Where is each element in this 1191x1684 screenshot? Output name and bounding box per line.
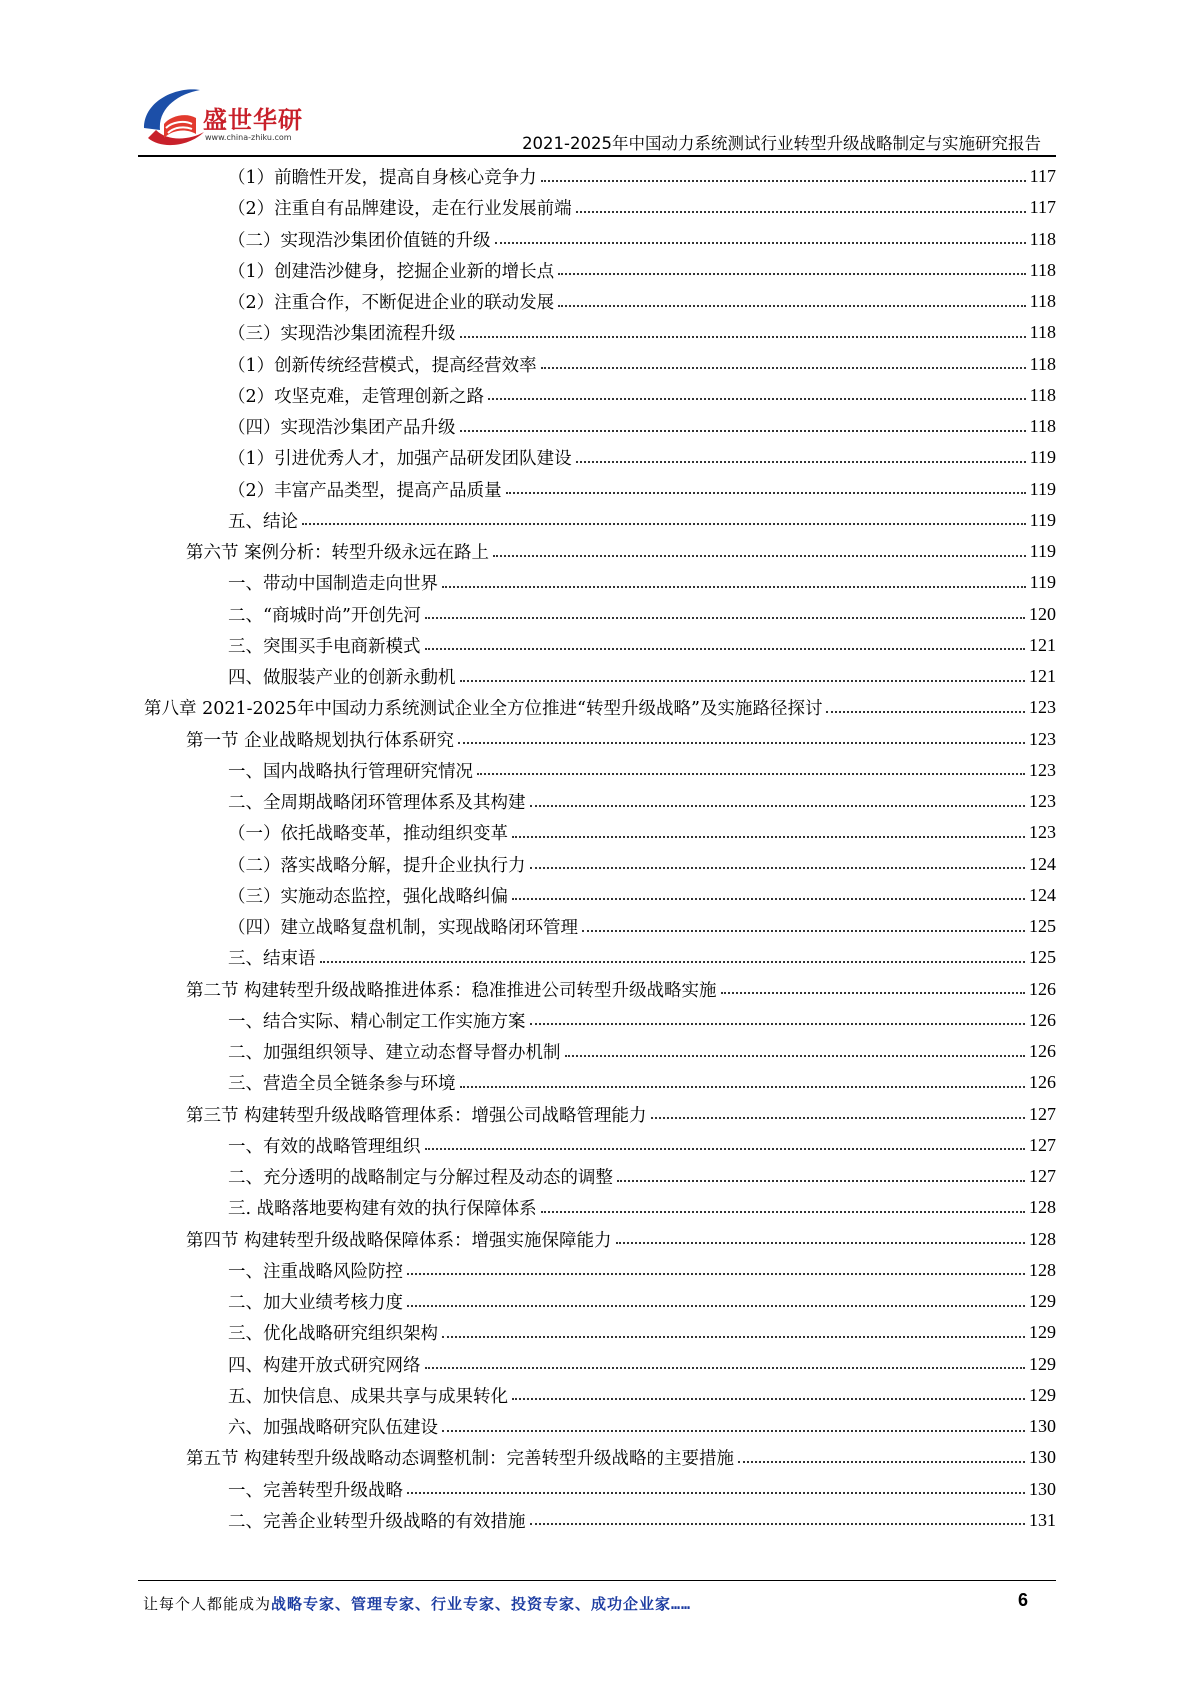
toc-entry-page: 123: [1029, 728, 1056, 749]
toc-entry-page: 120: [1029, 603, 1056, 624]
toc-entry-page: 127: [1029, 1103, 1056, 1124]
toc-entry-page: 127: [1029, 1166, 1056, 1187]
toc-entry-label: 二、完善企业转型升级战略的有效措施: [228, 1511, 526, 1532]
toc-entry[interactable]: [144, 817, 1056, 848]
toc-dot-leader: [582, 930, 1025, 932]
toc-entry-label: 三、营造全员全链条参与环境: [228, 1074, 456, 1095]
toc-entry-label: 第五节 构建转型升级战略动态调整机制：完善转型升级战略的主要措施: [186, 1449, 735, 1470]
table-of-contents: [144, 161, 1056, 1536]
toc-entry-label: （2）注重自有品牌建设，走在行业发展前端: [228, 199, 572, 220]
toc-entry[interactable]: [144, 536, 1056, 567]
toc-entry[interactable]: [144, 1036, 1056, 1067]
toc-entry[interactable]: [144, 599, 1056, 630]
toc-entry-page: 117: [1029, 166, 1056, 187]
toc-entry[interactable]: [144, 911, 1056, 942]
toc-dot-leader: [617, 1180, 1025, 1182]
toc-entry[interactable]: [144, 1192, 1056, 1223]
toc-entry-page: 130: [1029, 1447, 1056, 1468]
toc-entry-page: 125: [1029, 916, 1056, 937]
toc-entry[interactable]: [144, 755, 1056, 786]
toc-entry-page: 129: [1029, 1322, 1056, 1343]
toc-entry-label: 三、结束语: [228, 949, 316, 970]
toc-entry-page: 130: [1029, 1478, 1056, 1499]
toc-entry-label: （2）注重合作，不断促进企业的联动发展: [228, 293, 555, 314]
footer-slogan-highlight: 战略专家、管理专家、行业专家、投资专家、成功企业家……: [271, 1595, 692, 1613]
toc-entry[interactable]: [144, 1161, 1056, 1192]
toc-dot-leader: [477, 773, 1025, 775]
toc-dot-leader: [407, 1305, 1025, 1307]
toc-entry-page: 123: [1029, 822, 1056, 843]
toc-entry-page: 121: [1029, 634, 1056, 655]
toc-dot-leader: [495, 242, 1026, 244]
header-divider: [138, 155, 1056, 157]
toc-entry-page: 118: [1029, 228, 1056, 249]
toc-entry-page: 126: [1029, 1009, 1056, 1030]
footer-divider: [138, 1580, 1056, 1581]
toc-entry-label: 二、充分透明的战略制定与分解过程及动态的调整: [228, 1168, 613, 1189]
toc-entry[interactable]: [144, 567, 1056, 598]
toc-entry-page: 126: [1029, 1072, 1056, 1093]
toc-entry-page: 125: [1029, 947, 1056, 968]
toc-dot-leader: [576, 211, 1026, 213]
toc-entry-label: 一、带动中国制造走向世界: [228, 574, 438, 595]
toc-dot-leader: [826, 711, 1025, 713]
toc-dot-leader: [425, 1367, 1026, 1369]
toc-dot-leader: [651, 1117, 1025, 1119]
toc-entry-label: 第一节 企业战略规划执行体系研究: [186, 730, 455, 751]
toc-entry-page: 124: [1029, 884, 1056, 905]
toc-dot-leader: [460, 336, 1026, 338]
toc-entry-page: 121: [1029, 666, 1056, 687]
toc-dot-leader: [721, 992, 1025, 994]
toc-entry-label: 四、构建开放式研究网络: [228, 1355, 421, 1376]
toc-entry-page: 118: [1029, 353, 1056, 374]
toc-entry-page: 128: [1029, 1228, 1056, 1249]
toc-entry[interactable]: [144, 1255, 1056, 1286]
toc-dot-leader: [558, 305, 1026, 307]
toc-entry-page: 118: [1029, 416, 1056, 437]
toc-dot-leader: [512, 836, 1025, 838]
toc-entry-label: （二）落实战略分解，提升企业执行力: [228, 855, 526, 876]
toc-entry-label: （2）攻坚克难，走管理创新之路: [228, 386, 485, 407]
toc-dot-leader: [565, 1055, 1026, 1057]
toc-entry-page: 124: [1029, 853, 1056, 874]
toc-entry-page: 128: [1029, 1259, 1056, 1280]
toc-dot-leader: [425, 617, 1025, 619]
toc-dot-leader: [530, 1023, 1026, 1025]
toc-dot-leader: [512, 1398, 1025, 1400]
toc-entry[interactable]: [144, 1099, 1056, 1130]
toc-entry[interactable]: [144, 505, 1056, 536]
toc-dot-leader: [460, 1086, 1026, 1088]
toc-entry[interactable]: [144, 1380, 1056, 1411]
toc-entry[interactable]: [144, 442, 1056, 473]
toc-entry-page: 117: [1029, 197, 1056, 218]
toc-entry-label: （2）丰富产品类型，提高产品质量: [228, 480, 502, 501]
toc-entry[interactable]: [144, 192, 1056, 223]
toc-entry[interactable]: [144, 630, 1056, 661]
toc-dot-leader: [558, 273, 1026, 275]
toc-entry-label: 六、加强战略研究队伍建设: [228, 1418, 438, 1439]
toc-entry-page: 119: [1029, 509, 1056, 530]
toc-entry-page: 123: [1029, 791, 1056, 812]
report-title: 2021-2025年中国动力系统测试行业转型升级战略制定与实施研究报告: [522, 134, 1041, 153]
toc-entry[interactable]: [144, 1411, 1056, 1442]
toc-entry[interactable]: [144, 1286, 1056, 1317]
toc-dot-leader: [530, 805, 1026, 807]
logo-text: 盛世华研: [203, 106, 303, 134]
toc-entry[interactable]: [144, 1130, 1056, 1161]
toc-dot-leader: [541, 1211, 1025, 1213]
footer-slogan-prefix: 让每个人都能成为: [143, 1595, 272, 1613]
toc-dot-leader: [530, 867, 1026, 869]
toc-entry[interactable]: [144, 286, 1056, 317]
toc-entry-label: 一、有效的战略管理组织: [228, 1136, 421, 1157]
toc-entry-label: （1）创建浩沙健身，挖掘企业新的增长点: [228, 261, 555, 282]
toc-dot-leader: [407, 1273, 1025, 1275]
toc-entry[interactable]: [144, 474, 1056, 505]
toc-entry[interactable]: [144, 1317, 1056, 1348]
toc-entry-page: 126: [1029, 978, 1056, 999]
toc-entry[interactable]: [144, 661, 1056, 692]
toc-dot-leader: [576, 461, 1026, 463]
toc-entry[interactable]: [144, 974, 1056, 1005]
logo-url: www.china-zhiku.com: [205, 133, 292, 142]
toc-entry-page: 127: [1029, 1134, 1056, 1155]
toc-entry-label: 第三节 构建转型升级战略管理体系：增强公司战略管理能力: [186, 1105, 647, 1126]
toc-entry-page: 119: [1029, 478, 1056, 499]
toc-dot-leader: [460, 430, 1026, 432]
toc-dot-leader: [425, 648, 1026, 650]
toc-entry[interactable]: [144, 161, 1056, 192]
toc-entry-page: 131: [1029, 1509, 1056, 1530]
toc-entry-label: 五、结论: [228, 511, 298, 532]
toc-dot-leader: [425, 1148, 1026, 1150]
footer-slogan: [143, 1593, 691, 1614]
toc-dot-leader: [442, 1336, 1025, 1338]
toc-entry-label: （四）实现浩沙集团产品升级: [228, 418, 456, 439]
toc-entry-label: 一、结合实际、精心制定工作实施方案: [228, 1011, 526, 1032]
toc-entry[interactable]: [144, 849, 1056, 880]
toc-entry-page: 118: [1029, 322, 1056, 343]
toc-entry[interactable]: [144, 1349, 1056, 1380]
toc-entry-page: 119: [1029, 572, 1056, 593]
toc-entry[interactable]: [144, 349, 1056, 380]
toc-entry-page: 126: [1029, 1041, 1056, 1062]
toc-entry-page: 123: [1029, 697, 1056, 718]
toc-entry[interactable]: [144, 255, 1056, 286]
toc-entry-page: 119: [1029, 541, 1056, 562]
toc-entry-label: （三）实现浩沙集团流程升级: [228, 324, 456, 345]
toc-entry-label: 五、加快信息、成果共享与成果转化: [228, 1386, 508, 1407]
toc-entry-label: 二、加强组织领导、建立动态督导督办机制: [228, 1043, 561, 1064]
toc-dot-leader: [407, 1492, 1025, 1494]
toc-entry-label: 第四节 构建转型升级战略保障体系：增强实施保障能力: [186, 1230, 612, 1251]
toc-entry-page: 129: [1029, 1353, 1056, 1374]
toc-entry-label: 第六节 案例分析：转型升级永远在路上: [186, 543, 490, 564]
toc-dot-leader: [442, 586, 1026, 588]
toc-entry[interactable]: [144, 1442, 1056, 1473]
toc-entry[interactable]: [144, 1005, 1056, 1036]
page-number: 6: [1018, 1590, 1029, 1610]
toc-dot-leader: [442, 1430, 1025, 1432]
toc-entry-page: 129: [1029, 1384, 1056, 1405]
toc-entry[interactable]: [144, 786, 1056, 817]
toc-entry-label: 二、全周期战略闭环管理体系及其构建: [228, 793, 526, 814]
toc-entry-label: （1）前瞻性开发，提高自身核心竞争力: [228, 168, 537, 189]
toc-entry-label: （二）实现浩沙集团价值链的升级: [228, 230, 491, 251]
toc-dot-leader: [541, 180, 1026, 182]
toc-entry-page: 118: [1029, 384, 1056, 405]
toc-dot-leader: [488, 398, 1026, 400]
toc-entry-label: 二、加大业绩考核力度: [228, 1293, 403, 1314]
toc-entry[interactable]: [144, 880, 1056, 911]
toc-dot-leader: [616, 1242, 1025, 1244]
toc-dot-leader: [493, 555, 1026, 557]
toc-entry-label: 一、注重战略风险防控: [228, 1261, 403, 1282]
toc-dot-leader: [738, 1461, 1025, 1463]
toc-entry[interactable]: [144, 1474, 1056, 1505]
toc-entry-label: 三、突围买手电商新模式: [228, 636, 421, 657]
toc-entry-label: （1）引进优秀人才，加强产品研发团队建设: [228, 449, 572, 470]
toc-entry-page: 118: [1029, 259, 1056, 280]
toc-dot-leader: [512, 898, 1025, 900]
toc-entry[interactable]: [144, 380, 1056, 411]
toc-dot-leader: [541, 367, 1026, 369]
toc-entry[interactable]: [144, 1224, 1056, 1255]
toc-entry-label: （四）建立战略复盘机制，实现战略闭环管理: [228, 918, 578, 939]
toc-dot-leader: [458, 742, 1025, 744]
toc-dot-leader: [506, 492, 1026, 494]
toc-entry[interactable]: [144, 317, 1056, 348]
toc-entry-label: （一）依托战略变革，推动组织变革: [228, 824, 508, 845]
toc-entry-page: 119: [1029, 447, 1056, 468]
toc-entry[interactable]: [144, 1067, 1056, 1098]
toc-entry-label: 三. 战略落地要构建有效的执行保障体系: [228, 1199, 537, 1220]
toc-entry-label: 第二节 构建转型升级战略推进体系：稳准推进公司转型升级战略实施: [186, 980, 717, 1001]
toc-entry-page: 129: [1029, 1291, 1056, 1312]
toc-entry-label: 第八章 2021-2025年中国动力系统测试企业全方位推进“转型升级战略”及实施路径探讨: [144, 699, 823, 720]
toc-entry[interactable]: [144, 1505, 1056, 1536]
toc-entry[interactable]: [144, 724, 1056, 755]
toc-entry[interactable]: [144, 411, 1056, 442]
toc-entry[interactable]: [144, 692, 1056, 723]
toc-entry-label: （三）实施动态监控，强化战略纠偏: [228, 886, 508, 907]
toc-entry-label: 一、国内战略执行管理研究情况: [228, 761, 473, 782]
toc-entry-label: （1）创新传统经营模式，提高经营效率: [228, 355, 537, 376]
toc-entry-label: 四、做服装产业的创新永動机: [228, 668, 456, 689]
toc-entry-page: 128: [1029, 1197, 1056, 1218]
toc-entry-page: 123: [1029, 759, 1056, 780]
toc-entry-label: 二、“商城时尚”开创先河: [228, 605, 421, 626]
toc-dot-leader: [320, 961, 1026, 963]
toc-dot-leader: [460, 680, 1026, 682]
toc-entry-label: 一、完善转型升级战略: [228, 1480, 403, 1501]
toc-dot-leader: [302, 523, 1026, 525]
toc-entry-page: 118: [1029, 291, 1056, 312]
toc-entry-label: 三、优化战略研究组织架构: [228, 1324, 438, 1345]
toc-entry-page: 130: [1029, 1416, 1056, 1437]
toc-entry[interactable]: [144, 942, 1056, 973]
toc-entry[interactable]: [144, 224, 1056, 255]
toc-dot-leader: [530, 1523, 1026, 1525]
